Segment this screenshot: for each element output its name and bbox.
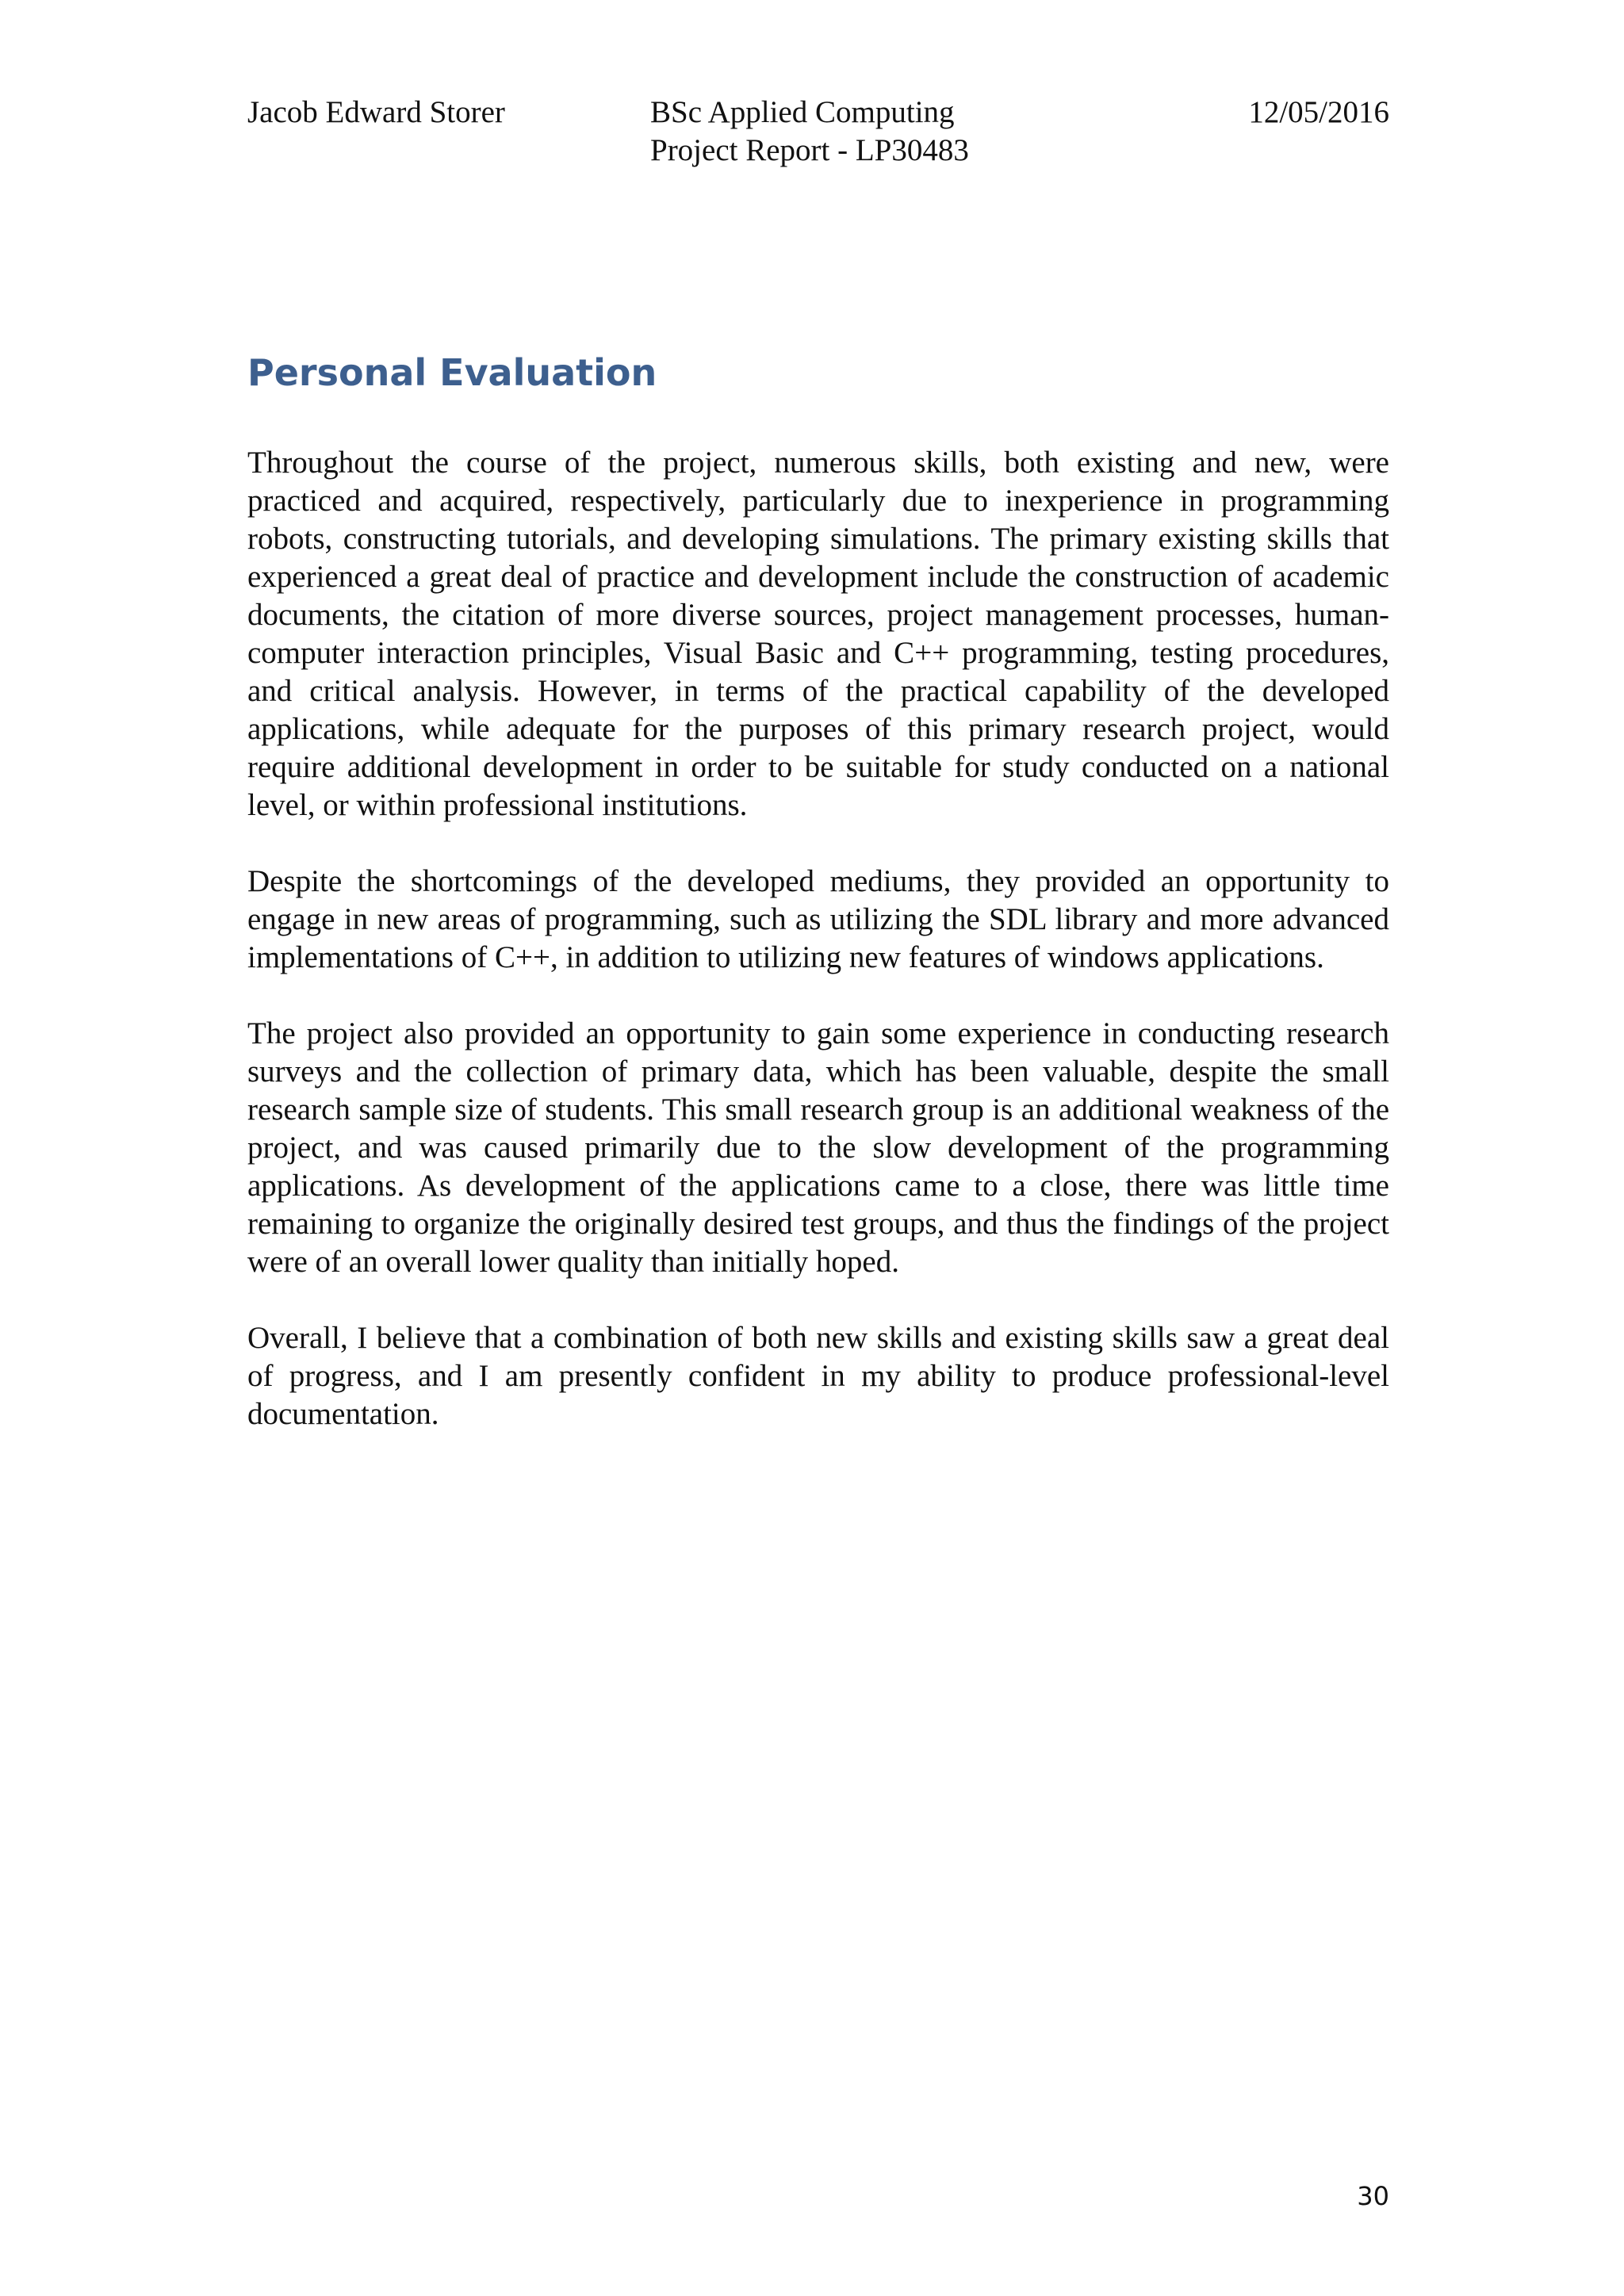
section-heading: Personal Evaluation <box>247 351 657 394</box>
header-date: 12/05/2016 <box>1248 95 1389 129</box>
header-author: Jacob Edward Storer <box>247 95 505 129</box>
header-course <box>650 94 969 170</box>
paragraph-2: Despite the shortcomings of the developed mediums, they provided an opportunity to engage in new areas of programming, such as utilizing the SDL library and more advanced implementations of C++, in addition to utilizing new features of windows applications. <box>247 864 1389 974</box>
header-course-title: BSc Applied Computing <box>650 95 955 129</box>
paragraph-3: The project also provided an opportunity to gain some experience in conducting research surveys and the collection of primary data, which has been valuable, despite the small research sample size of students. This small research group is an additional weakness of the project, and was caused primarily due to the slow development of the programming applications. As development of the applications came to a close, there was little time remaining to organize the originally desired test groups, and thus the findings of the project were of an overall lower quality than initially hoped. <box>247 1016 1389 1279</box>
section-body <box>247 444 1389 1471</box>
header-course-report: Project Report - LP30483 <box>650 133 969 167</box>
paragraph-4: Overall, I believe that a combination of both new skills and existing skills saw a great deal of progress, and I am presently confident in my ability to produce professional-level documentation. <box>247 1321 1389 1431</box>
page-number: 30 <box>1357 2181 1389 2211</box>
paragraph-1: Throughout the course of the project, numerous skills, both existing and new, were practiced and acquired, respectively, particularly due to inexperience in programming robots, constructing tutorials, and developing simulations. The primary existing skills that experienced a great deal of practice and development include the construction of academic documents, the citation of more diverse sources, project management processes, human-computer interaction principles, Visual Basic and C++ programming, testing procedures, and critical analysis. However, in terms of the practical capability of the developed applications, while adequate for the purposes of this primary research project, would require additional development in order to be suitable for study conducted on a national level, or within professional institutions. <box>247 446 1389 822</box>
